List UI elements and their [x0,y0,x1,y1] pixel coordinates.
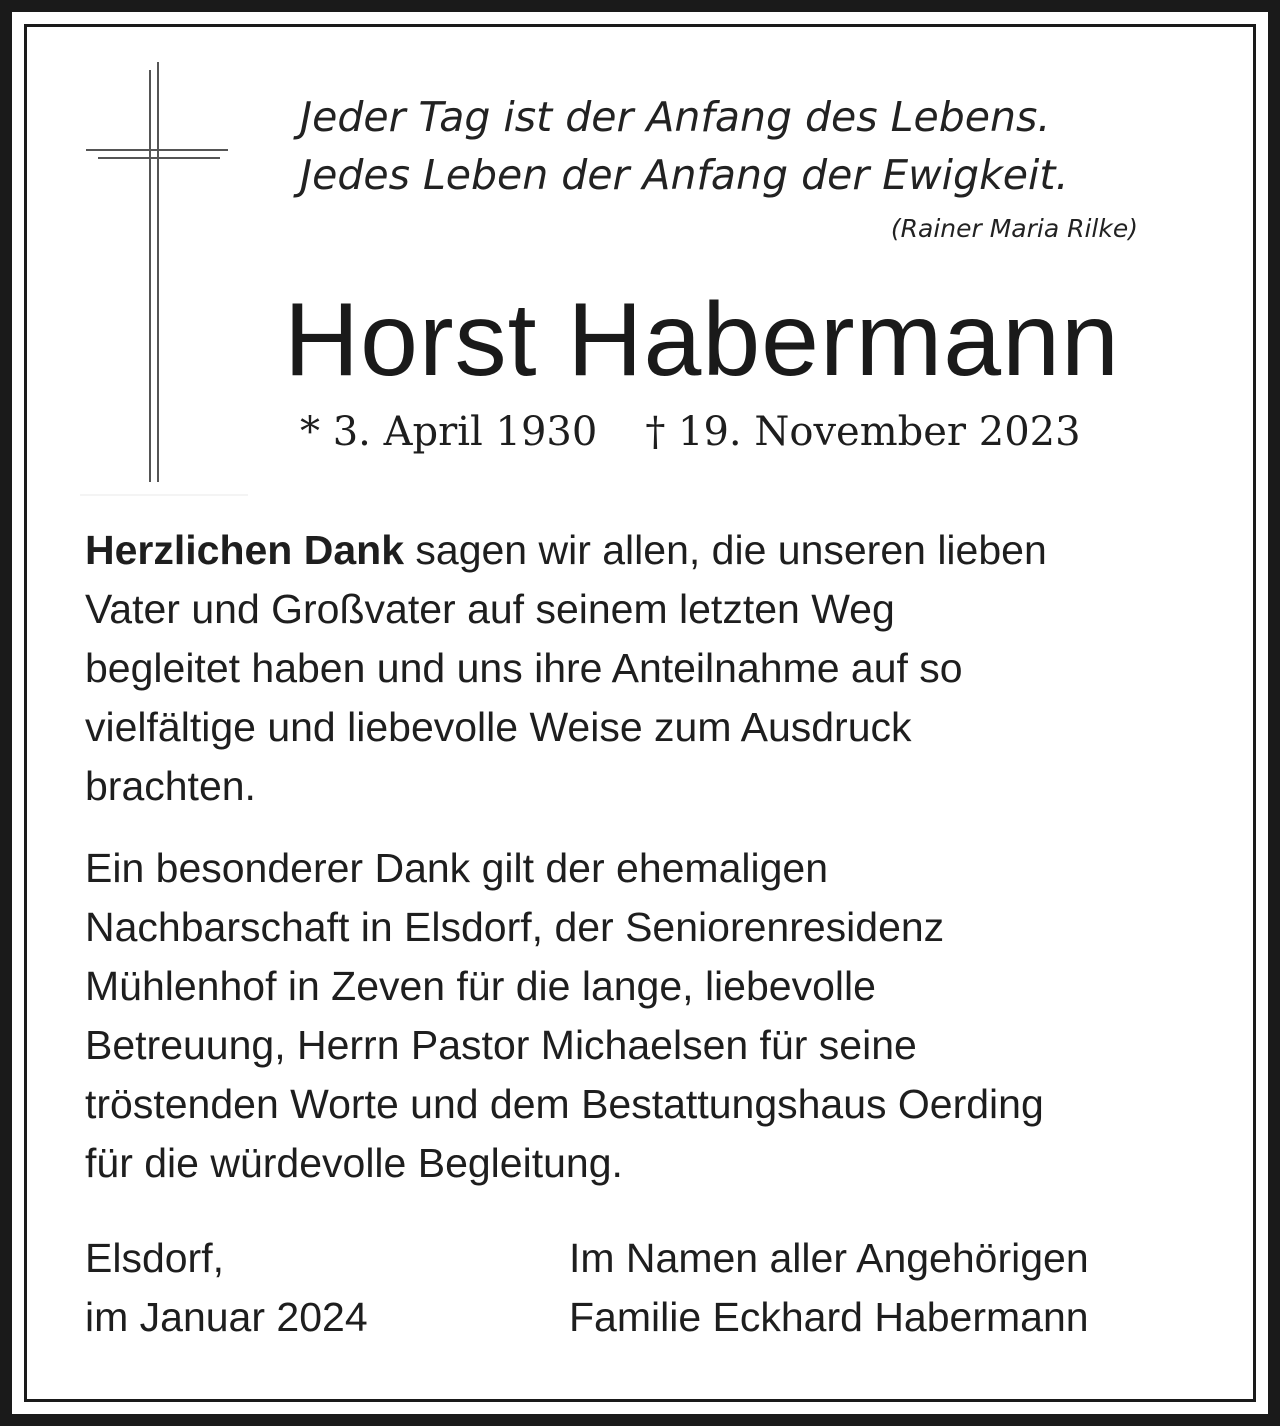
date: im Januar 2024 [85,1294,368,1340]
paragraph-line: Betreuung, Herrn Pastor Michaelsen für seine [85,1022,917,1068]
death-date: † 19. November 2023 [645,409,1081,455]
paragraph-line: Vater und Großvater auf seinem letzten Weg [85,586,895,632]
paragraph-line: brachten. [85,763,256,809]
quote-line: Jeder Tag ist der Anfang des Lebens. [300,93,1051,141]
signature-line: Familie Eckhard Habermann [569,1294,1089,1340]
quote-author: (Rainer Maria Rilke) [890,214,1138,243]
paragraph-line [85,521,1205,580]
paragraph-text: sagen wir allen, die unseren lieben [404,527,1047,573]
quote [300,88,1069,204]
birth-date: * 3. April 1930 [300,409,598,455]
special-thanks-paragraph [85,839,1205,1193]
deceased-name: Horst Habermann [284,282,1120,398]
place: Elsdorf, [85,1235,224,1281]
paragraph-line: Ein besonderer Dank gilt der ehemaligen [85,845,829,891]
paragraph-line: tröstenden Worte und dem Bestattungshaus Oerding [85,1081,1044,1127]
place-and-date [85,1229,368,1347]
paragraph-line: für die würdevolle Begleitung. [85,1140,623,1186]
thanks-paragraph [85,521,1205,816]
quote-line: Jedes Leben der Anfang der Ewigkeit. [300,151,1069,199]
thanks-lead: Herzlichen Dank [85,527,404,573]
life-dates [300,406,1081,458]
paragraph-line: Nachbarschaft in Elsdorf, der Seniorenresidenz [85,904,945,950]
cross-icon [80,62,250,502]
paragraph-line: Mühlenhof in Zeven für die lange, liebevolle [85,963,876,1009]
paragraph-line: vielfältige und liebevolle Weise zum Ausdruck [85,704,912,750]
signature [569,1229,1089,1347]
paragraph-line: begleitet haben und uns ihre Anteilnahme auf so [85,645,963,691]
signature-line: Im Namen aller Angehörigen [569,1235,1089,1281]
